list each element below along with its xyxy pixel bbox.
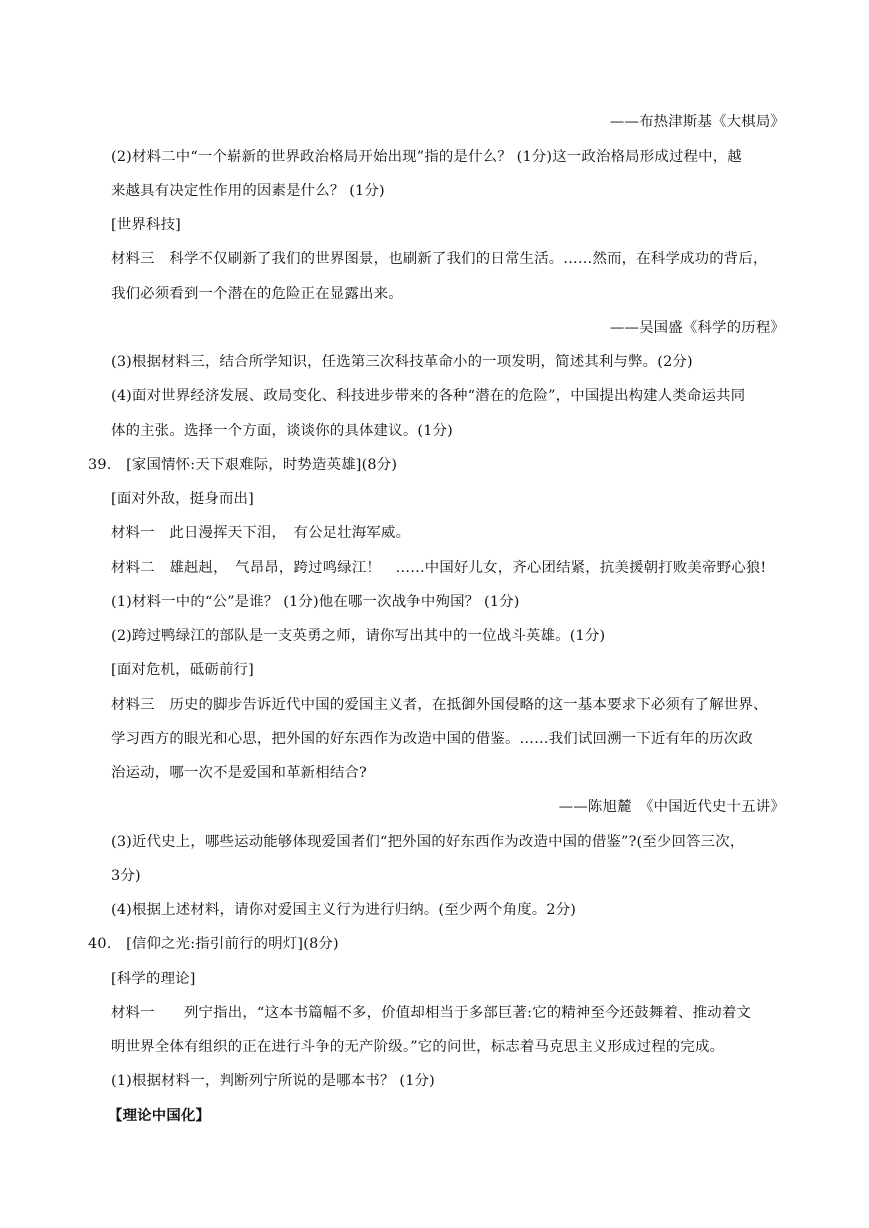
question-text: (2)跨过鸭绿江的部队是一支英勇之师，请你写出其中的一位战斗英雄。(1分) (111, 628, 606, 644)
question-text: (4)面对世界经济发展、政局变化、科技进步带来的各种“潜在的危险”，中国提出构建人类命运共同 (111, 388, 746, 404)
question-text: (3)近代史上，哪些运动能够体现爱国者们“把外国的好东西作为改造中国的借鉴”?(至少回答三次， (111, 834, 745, 850)
question-text: (1)根据材料一，判断列宁所说的是哪本书？ (1分) (111, 1073, 435, 1089)
material-text: 明世界全体有组织的正在进行斗争的无产阶级。”它的问世，标志着马克思主义形成过程的完成。 (111, 1039, 725, 1055)
question-text: (3)根据材料三，结合所学知识，任选第三次科技革命小的一项发明，简述其利与弊。(2分) (111, 354, 693, 370)
material-text: 材料二 雄赳赳， 气昂昂，跨过鸣绿江！ ……中国好儿女，齐心团结紧，抗美援朝打败美帝野心狼! (111, 560, 767, 576)
question-text: (4)根据上述材料，请你对爱国主义行为进行归纳。(至少两个角度。2分) (111, 902, 577, 918)
material-text: 治运动，哪一次不是爱国和革新相结合? (111, 765, 367, 781)
material-text: 材料三 科学不仅刷新了我们的世界图景，也刷新了我们的日常生活。……然而，在科学成功的背后， (111, 251, 768, 267)
material-text: 材料一 列宁指出，“这本书篇幅不多，价值却相当于多部巨著:它的精神至今还鼓舞着、推动着文 (111, 1005, 752, 1021)
question-text: 体的主张。选择一个方面，谈谈你的具体建议。(1分) (111, 423, 453, 439)
question-40-heading: 40. [信仰之光:指引前行的明灯](8分) (88, 936, 339, 952)
section-heading: [面对外敌，挺身而出] (111, 491, 254, 507)
section-heading: [世界科技] (111, 217, 181, 233)
section-heading: 【理论中国化】 (108, 1107, 211, 1124)
material-text: 我们必须看到一个潜在的危险正在显露出来。 (111, 286, 403, 302)
question-text: 来越具有决定性作用的因素是什么？ (1分) (111, 183, 385, 199)
material-text: 材料一 此日漫挥天下泪， 有公足壮海军威。 (111, 525, 411, 541)
question-text: 3分) (111, 868, 141, 884)
source-citation-3: ——陈旭麓 《中国近代史十五讲》 (558, 799, 785, 815)
question-39-heading: 39. [家国情怀:天下艰难际，时势造英雄](8分) (88, 457, 398, 473)
question-text: (2)材料二中“一个崭新的世界政治格局开始出现”指的是什么？ (1分)这一政治格局形成过程中，越 (111, 149, 742, 165)
source-citation-1: ——布热津斯基《大棋局》 (609, 114, 785, 130)
section-heading: [面对危机，砥砺前行] (111, 662, 254, 678)
question-text: (1)材料一中的“公”是谁？ (1分)他在哪一次战争中殉国？ (1分) (111, 594, 520, 610)
material-text: 学习西方的眼光和心思，把外国的好东西作为改造中国的借鉴。……我们试回溯一下近有年的历次政 (111, 731, 753, 747)
material-text: 材料三 历史的脚步告诉近代中国的爱国主义者，在抵御外国侵略的这一基本要求下必须有了解世界、 (111, 697, 768, 713)
section-heading: [科学的理论] (111, 971, 196, 987)
source-citation-2: ——吴国盛《科学的历程》 (609, 320, 785, 336)
